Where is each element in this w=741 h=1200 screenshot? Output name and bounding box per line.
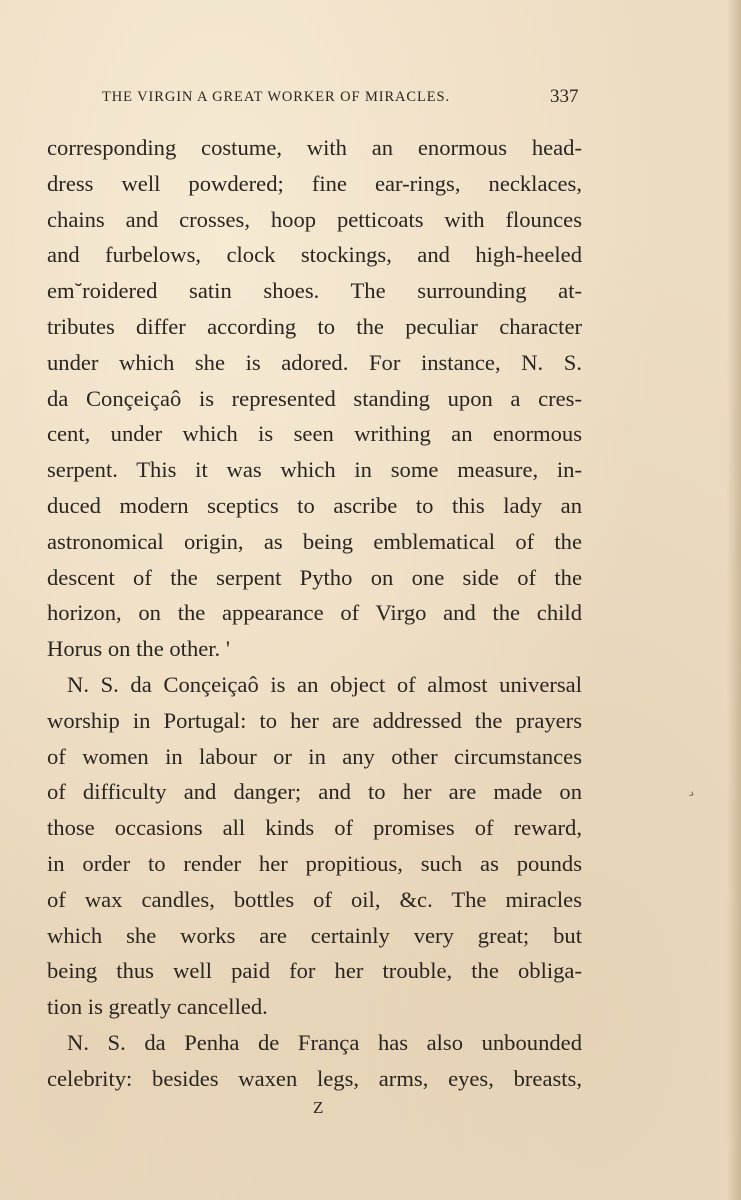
- text-line: serpent. This it was which in some measure, in-: [47, 457, 582, 483]
- text-line: dress well powdered; fine ear-rings, necklaces,: [47, 170, 582, 196]
- signature-mark: Z: [313, 1098, 324, 1117]
- page-edge-shadow: [727, 0, 741, 1200]
- text-line: in order to render her propitious, such as pounds: [47, 850, 582, 876]
- text-line: under which she is adored. For instance, N. S.: [47, 349, 582, 375]
- text-line: worship in Portugal: to her are addressed the prayers: [47, 707, 582, 733]
- text-line: horizon, on the appearance of Virgo and the child: [47, 600, 582, 626]
- text-line: of women in labour or in any other circumstances: [47, 743, 582, 769]
- margin-mark: ›: [685, 786, 699, 803]
- text-line: duced modern sceptics to ascribe to this lady an: [47, 492, 582, 518]
- text-line: tributes differ according to the peculiar character: [47, 313, 582, 339]
- text-line: which she works are certainly very great; but: [47, 922, 582, 948]
- text-line: of difficulty and danger; and to her are made on: [47, 779, 582, 805]
- text-line-paragraph-end: Horus on the other. ': [47, 636, 230, 662]
- text-line: descent of the serpent Pytho on one side of the: [47, 564, 582, 590]
- text-line-paragraph-end: tion is greatly cancelled.: [47, 994, 268, 1020]
- text-line: those occasions all kinds of promises of reward,: [47, 815, 582, 841]
- text-line: celebrity: besides waxen legs, arms, eyes, breasts,: [47, 1065, 582, 1091]
- text-line-paragraph-start: N. S. da Conçeiçaô is an object of almost universal: [67, 671, 582, 697]
- text-line: being thus well paid for her trouble, the obliga-: [47, 958, 582, 984]
- running-head: [102, 86, 592, 113]
- text-line-paragraph-start: N. S. da Penha de França has also unbounded: [67, 1029, 582, 1055]
- text-line: chains and crosses, hoop petticoats with flounces: [47, 206, 582, 232]
- body-text: [47, 130, 582, 1097]
- page-number: 337: [550, 86, 579, 107]
- text-line: of wax candles, bottles of oil, &c. The miracles: [47, 886, 582, 912]
- text-line: and furbelows, clock stockings, and high-heeled: [47, 242, 582, 268]
- running-title: THE VIRGIN A GREAT WORKER OF MIRACLES.: [102, 89, 450, 105]
- text-line: astronomical origin, as being emblematical of the: [47, 528, 582, 554]
- text-line: corresponding costume, with an enormous head-: [47, 135, 582, 160]
- text-line: cent, under which is seen writhing an enormous: [47, 421, 582, 447]
- text-line: em˘roidered satin shoes. The surrounding at-: [47, 278, 582, 304]
- text-line: da Conçeiçaô is represented standing upon a cres-: [47, 385, 582, 411]
